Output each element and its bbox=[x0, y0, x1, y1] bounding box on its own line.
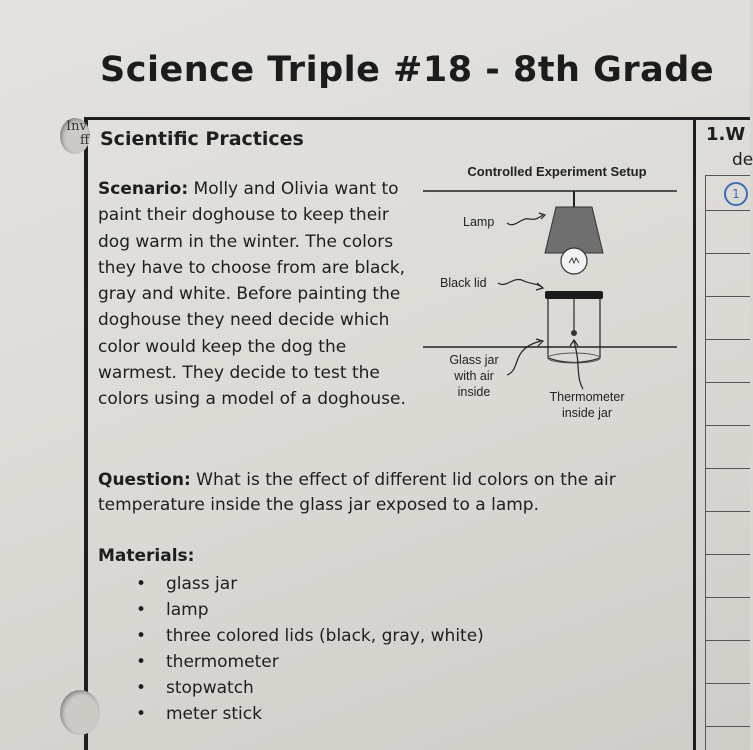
right-question-heading bbox=[706, 124, 745, 145]
materials-item: • three colored lids (black, gray, white) bbox=[132, 623, 484, 649]
frame-top-border bbox=[84, 117, 750, 120]
answer-table-row bbox=[705, 339, 750, 340]
materials-item: • lamp bbox=[132, 597, 484, 623]
answer-table-row bbox=[705, 296, 750, 297]
answer-table-row bbox=[705, 511, 750, 512]
scenario-label: Scenario: bbox=[98, 179, 189, 199]
answer-table-row bbox=[705, 425, 750, 426]
glass-jar-label-1: Glass jar bbox=[449, 353, 499, 367]
side-tab-line1: Inv bbox=[66, 119, 87, 134]
binder-hole-bottom bbox=[60, 690, 100, 735]
glass-jar-label-2: with air bbox=[454, 369, 494, 383]
answer-table-row bbox=[705, 468, 750, 469]
scenario-text: Molly and Olivia want to paint their doghouse to keep their dog warm in the winter. The colors they have to choose from are black, gray and white. Before painting the doghouse they need decide which color would keep the dog the warmest. They decide to test the colors using a model of a doghouse. bbox=[98, 179, 406, 410]
side-tab-line2: ff bbox=[80, 133, 90, 148]
section-title: Scientific Practices bbox=[100, 128, 304, 150]
light-bulb-icon bbox=[561, 248, 587, 274]
scenario-paragraph bbox=[98, 176, 418, 413]
lamp-shade bbox=[545, 207, 603, 253]
question-text: What is the effect of different lid colors on the air temperature inside the glass jar exposed to a lamp. bbox=[98, 470, 616, 515]
materials-item: • glass jar bbox=[132, 571, 484, 597]
answer-table-row bbox=[705, 597, 750, 598]
page-title: Science Triple #18 - 8th Grade bbox=[100, 50, 715, 90]
materials-item: • thermometer bbox=[132, 649, 484, 675]
answer-table-row bbox=[705, 210, 750, 211]
glass-jar-pointer bbox=[507, 341, 541, 375]
lamp-label: Lamp bbox=[463, 215, 495, 229]
materials-item: • stopwatch bbox=[132, 675, 484, 701]
answer-table bbox=[705, 175, 750, 750]
circled-number: 1 bbox=[724, 182, 748, 206]
right-question-line2: de bbox=[732, 150, 753, 170]
thermometer-bulb bbox=[571, 330, 577, 336]
answer-table-row bbox=[705, 683, 750, 684]
answer-table-row bbox=[705, 382, 750, 383]
side-tab-label bbox=[66, 120, 89, 148]
frame-left-border bbox=[84, 117, 88, 750]
experiment-diagram bbox=[415, 155, 690, 425]
black-lid bbox=[545, 291, 603, 299]
answer-table-row bbox=[705, 640, 750, 641]
thermometer-pointer bbox=[574, 341, 583, 389]
glass-jar-label-3: inside bbox=[457, 385, 491, 399]
right-question-start: W bbox=[725, 124, 746, 145]
materials-title: Materials: bbox=[98, 546, 195, 566]
question-label: Question: bbox=[98, 470, 191, 490]
materials-list bbox=[132, 571, 484, 727]
thermometer-label-2: inside jar bbox=[561, 406, 613, 420]
right-question-number: 1. bbox=[706, 124, 726, 145]
black-lid-label: Black lid bbox=[440, 276, 487, 290]
answer-table-row bbox=[705, 726, 750, 727]
answer-table-row bbox=[705, 554, 750, 555]
answer-table-row bbox=[705, 175, 750, 176]
question-paragraph bbox=[98, 468, 678, 518]
frame-column-divider bbox=[693, 117, 696, 750]
diagram-title: Controlled Experiment Setup bbox=[467, 164, 647, 179]
thermometer-label-1: Thermometer bbox=[549, 390, 625, 404]
answer-table-row bbox=[705, 253, 750, 254]
materials-item: • meter stick bbox=[132, 701, 484, 727]
lamp-pointer bbox=[507, 215, 543, 225]
black-lid-pointer bbox=[498, 279, 542, 287]
